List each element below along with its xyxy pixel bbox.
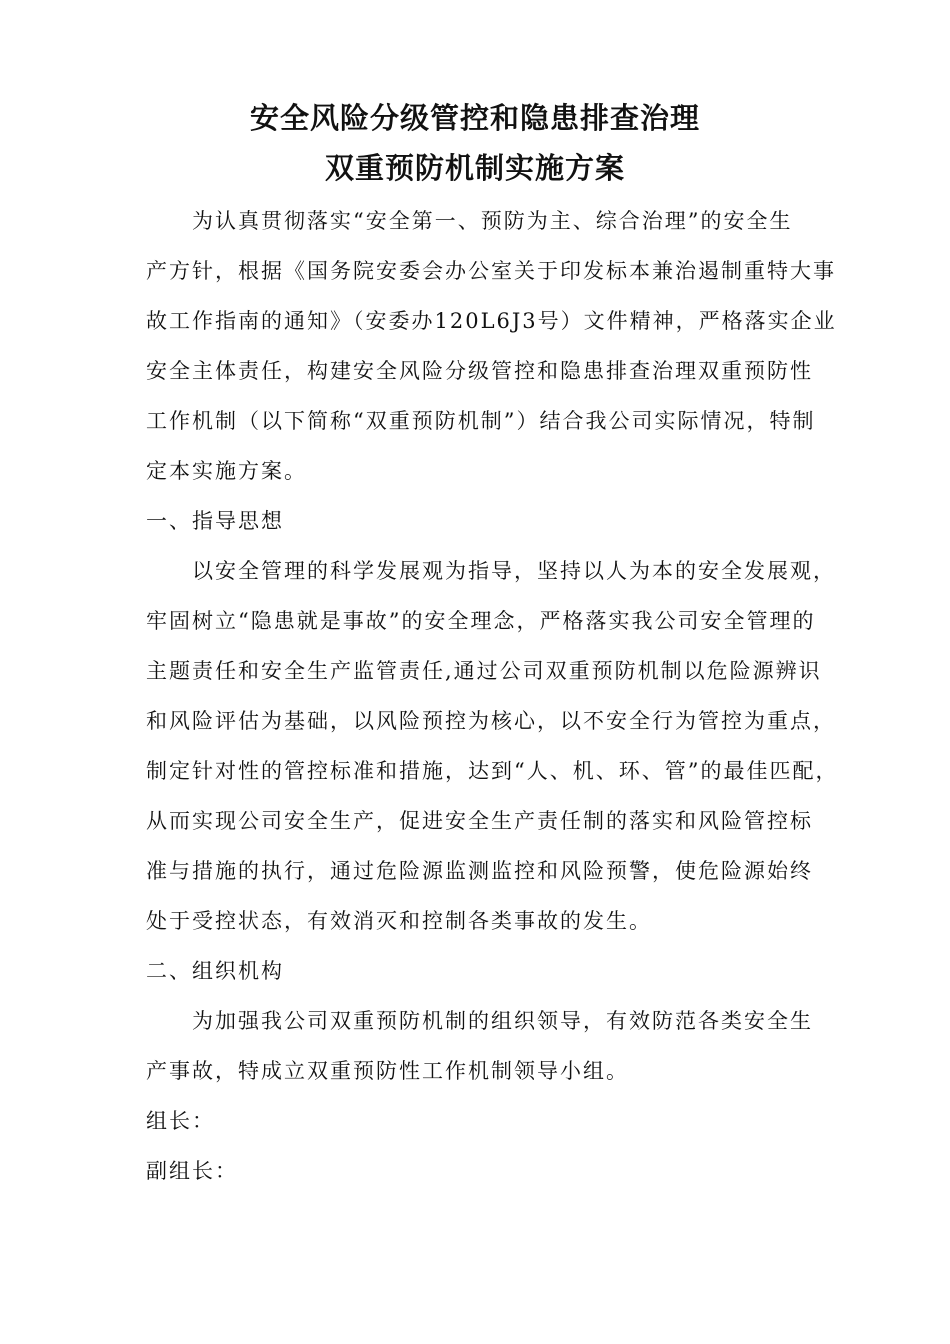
section1-line: 和风险评估为基础，以风险预控为核心，以不安全行为管控为重点，: [146, 709, 836, 733]
section1-line: 制定针对性的管控标准和措施，达到“人、机、环、管”的最佳匹配，: [146, 759, 839, 783]
intro-line: 工作机制（以下简称“双重预防机制”）结合我公司实际情况，特制: [146, 409, 816, 433]
intro-line: 为认真贯彻落实“安全第一、预防为主、综合治理”的安全生: [192, 209, 793, 233]
section1-line: 牢固树立“隐患就是事故”的安全理念，严格落实我公司安全管理的: [146, 609, 816, 633]
section1-line: 准与措施的执行，通过危险源监测监控和风险预警，使危险源始终: [146, 859, 813, 883]
section-heading-guiding-thought: 一、指导思想: [146, 509, 284, 533]
intro-line: 产方针，根据《国务院安委会办公室关于印发标本兼治遏制重特大事: [146, 259, 836, 283]
section1-line: 处于受控状态，有效消灭和控制各类事故的发生。: [146, 909, 652, 933]
leader-label: 组长：: [146, 1109, 215, 1133]
section1-line: 从而实现公司安全生产，促进安全生产责任制的落实和风险管控标: [146, 809, 813, 833]
document-title-line-2: 双重预防机制实施方案: [324, 151, 625, 185]
intro-line: 定本实施方案。: [146, 459, 307, 483]
section-heading-organization: 二、组织机构: [146, 959, 284, 983]
deputy-leader-label: 副组长：: [146, 1159, 238, 1183]
intro-line: 故工作指南的通知》（安委办120L6J3号）文件精神，严格落实企业: [146, 309, 837, 333]
section2-line: 产事故，特成立双重预防性工作机制领导小组。: [146, 1059, 629, 1083]
intro-line: 安全主体责任，构建安全风险分级管控和隐患排查治理双重预防性: [146, 359, 813, 383]
section1-line: 主题责任和安全生产监管责任,通过公司双重预防机制以危险源辨识: [146, 659, 822, 683]
document-title-line-1: 安全风险分级管控和隐患排查治理: [249, 101, 700, 135]
section1-line: 以安全管理的科学发展观为指导，坚持以人为本的安全发展观，: [192, 559, 836, 583]
section2-line: 为加强我公司双重预防机制的组织领导，有效防范各类安全生: [192, 1009, 813, 1033]
